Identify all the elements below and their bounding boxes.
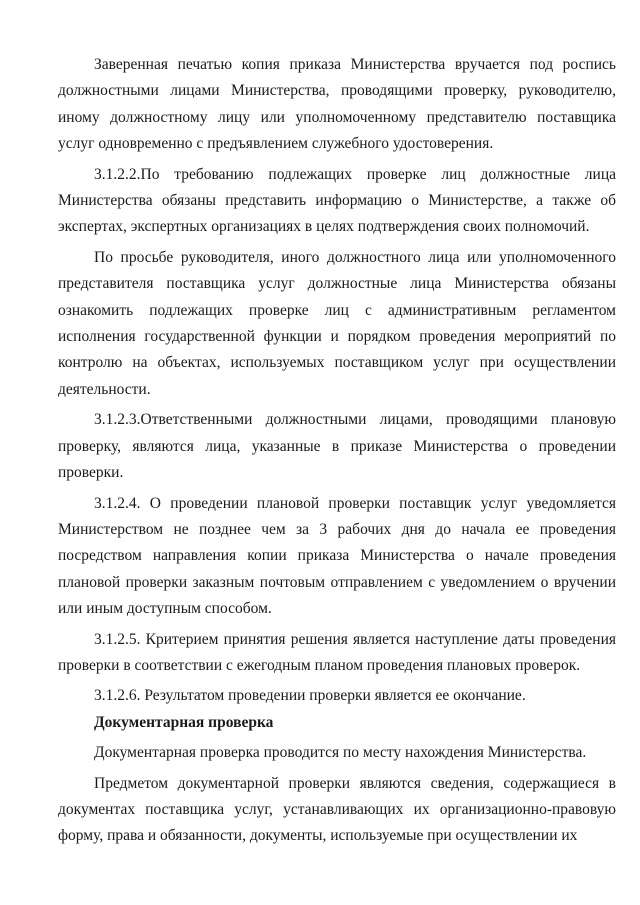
paragraph-3-1-2-6: 3.1.2.6. Результатом проведении проверки является ее окончание. bbox=[94, 687, 526, 705]
paragraph-3-1-2-4: 3.1.2.4. О проведении плановой проверки поставщик услуг уведомляется Министерством не позднее чем за 3 рабочих дня до начала ее проведения посредством направления копии приказа Министерства о начале проведения плановой проверки заказным почтовым отправлением с уведомлением о вручении или иным доступным способом. bbox=[58, 494, 616, 618]
paragraph-3-1-2-3: 3.1.2.3.Ответственными должностными лицами, проводящими плановую проверку, являются лица, указанные в приказе Министерства о проведении проверки. bbox=[58, 411, 616, 482]
paragraph-documentary-location: Документарная проверка проводится по месту нахождения Министерства. bbox=[94, 744, 587, 762]
paragraph-certified-copy: Заверенная печатью копия приказа Министерства вручается под роспись должностными лицами Министерства, проводящими проверку, руководителю, иному должностному лицу или уполномоченному представителю поставщика услуг одновременно с предъявлением служебного удостоверения. bbox=[58, 56, 616, 153]
paragraph-3-1-2-2: 3.1.2.2.По требованию подлежащих проверке лиц должностные лица Министерства обязаны представить информацию о Министерстве, а также об экспертах, экспертных организациях в целях подтверждения своих полномочий. bbox=[58, 165, 616, 236]
page-body bbox=[58, 52, 616, 850]
section-heading: Документарная проверка bbox=[94, 713, 274, 731]
paragraph-documentary-subject: Предметом документарной проверки являются сведения, содержащиеся в документах поставщика услуг, устанавливающих их организационно-правовую форму, права и обязанности, документы, используемые при осуществлении их bbox=[58, 774, 616, 845]
paragraph-3-1-2-5: 3.1.2.5. Критерием принятия решения является наступление даты проведения проверки в соответствии с ежегодным планом проведения плановых проверок. bbox=[58, 630, 616, 674]
paragraph-familiarization: По просьбе руководителя, иного должностного лица или уполномоченного представителя поставщика услуг должностные лица Министерства обязаны ознакомить подлежащих проверке лиц с административным регламентом исполнения государственной функции и порядком проведения мероприятий по контролю на объектах, используемых поставщиком услуг при осуществлении деятельности. bbox=[58, 248, 616, 398]
